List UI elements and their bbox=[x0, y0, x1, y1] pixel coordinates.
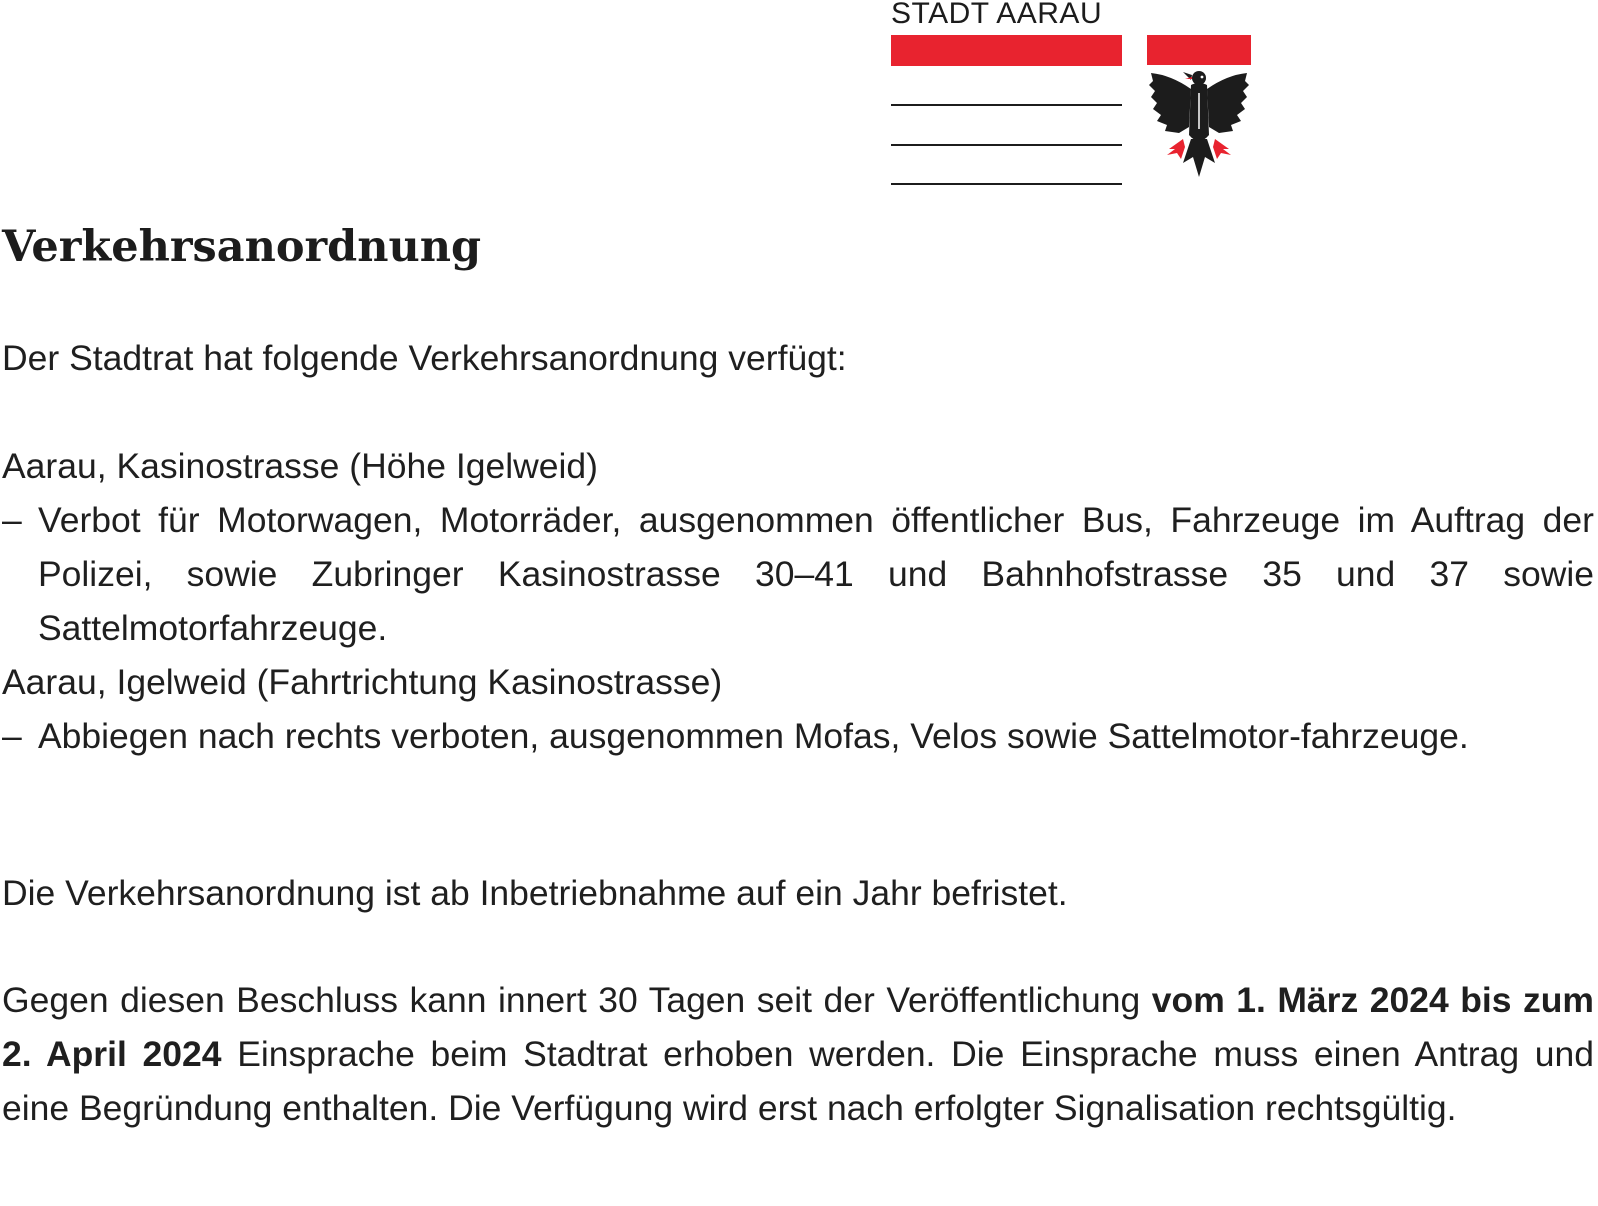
validity-text: Die Verkehrsanordnung ist ab Inbetriebnahme auf ein Jahr befristet. bbox=[2, 873, 1068, 913]
logo-red-bar bbox=[891, 35, 1122, 66]
appeal-text-after: Einsprache beim Stadtrat erhoben werden. Die Einsprache muss einen Antrag und eine Begründung enthalten. Die Verfügung wird erst nach erfolgter Signalisation rechtsgültig. bbox=[2, 1034, 1594, 1128]
city-logo bbox=[891, 0, 1291, 190]
order-item bbox=[2, 493, 1594, 655]
logo-line bbox=[891, 144, 1122, 146]
logo-wordmark: STADT AARAU bbox=[891, 0, 1103, 30]
appeal-paragraph bbox=[2, 973, 1594, 1135]
order-text: Abbiegen nach rechts verboten, ausgenommen Mofas, Velos sowie Sattelmotor-fahrzeuge. bbox=[38, 716, 1469, 756]
order-item bbox=[2, 709, 1594, 763]
appeal-text-before: Gegen diesen Beschluss kann innert 30 Tagen seit der Veröffentlichung bbox=[2, 980, 1152, 1020]
appeal-period: vom 1. März 2024 bis zum 2. April 2024 bbox=[2, 980, 1594, 1074]
logo-line bbox=[891, 183, 1122, 185]
logo-line bbox=[891, 104, 1122, 106]
list-dash: – bbox=[2, 500, 22, 540]
order-text: Verbot für Motorwagen, Motorräder, ausgenommen öffentlicher Bus, Fahrzeuge im Auftrag der Polizei, sowie Zubringer Kasinostrasse 30–41 und Bahnhofstrasse 35 und 37 sowie Sattelmotorfahrzeuge. bbox=[38, 500, 1594, 648]
list-dash: – bbox=[2, 716, 22, 756]
orders-list bbox=[2, 439, 1594, 763]
page-title: Verkehrsanordnung bbox=[2, 222, 482, 272]
order-location: Aarau, Kasinostrasse (Höhe Igelweid) bbox=[2, 446, 598, 486]
intro-text: Der Stadtrat hat folgende Verkehrsanordnung verfügt: bbox=[2, 338, 847, 378]
eagle-coat-of-arms-icon bbox=[1147, 35, 1251, 185]
order-location: Aarau, Igelweid (Fahrtrichtung Kasinostrasse) bbox=[2, 662, 723, 702]
